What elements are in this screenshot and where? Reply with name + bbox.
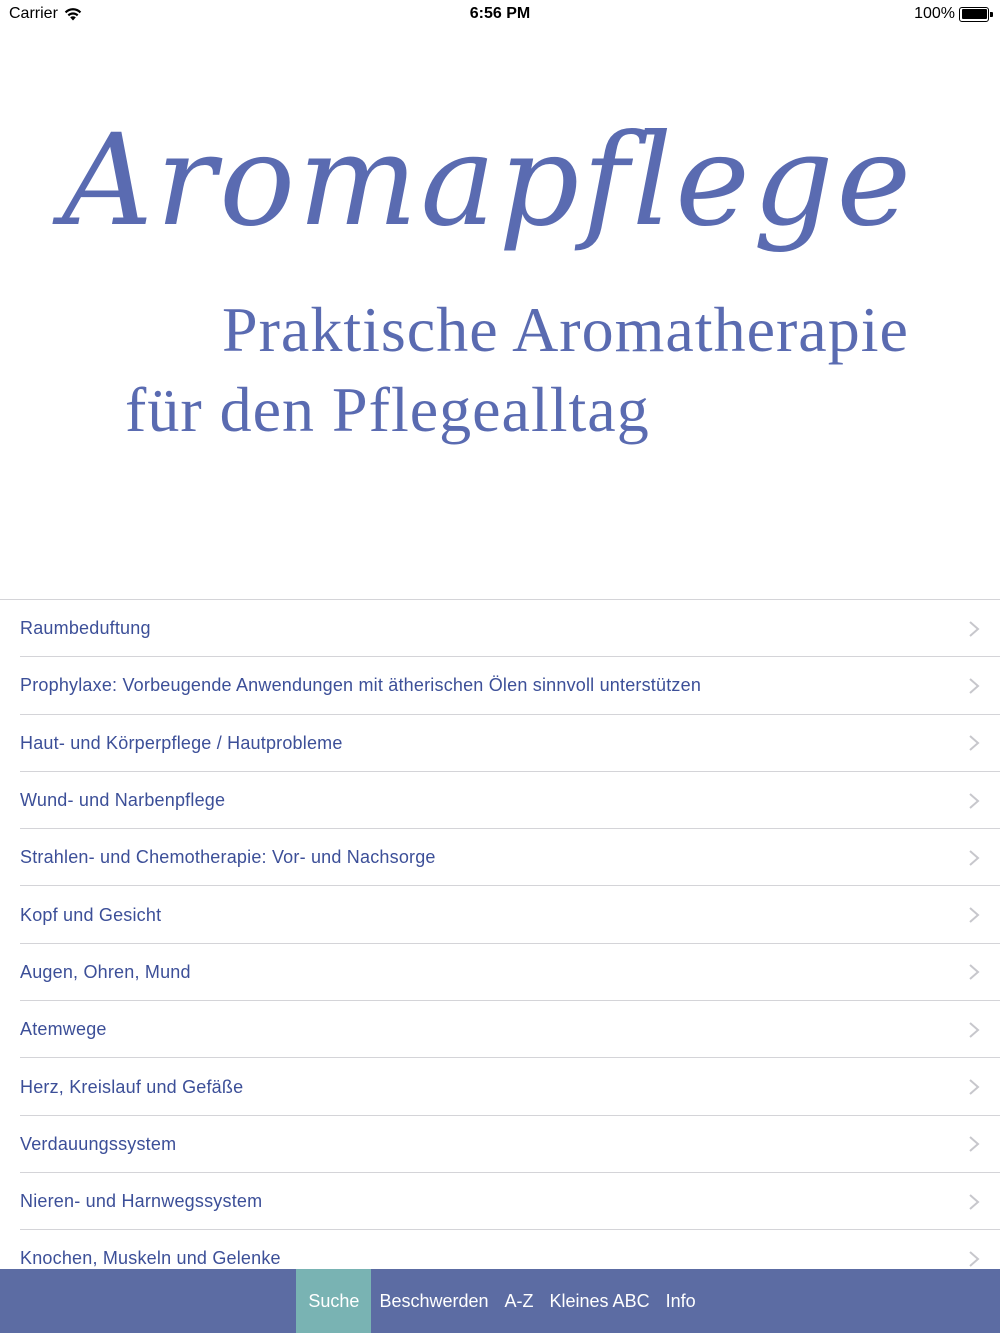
category-row-augen-ohren-mund[interactable]: [0, 944, 1000, 1001]
category-row-atemwege[interactable]: [0, 1001, 1000, 1058]
app-logo-title: Aromapflege: [62, 107, 915, 254]
battery-percent: 100%: [914, 5, 955, 22]
chevron-right-icon: [968, 1193, 980, 1211]
status-time: 6:56 PM: [469, 5, 531, 22]
tab-suche[interactable]: Suche: [296, 1269, 371, 1333]
app-logo-subtitle-line-1: Praktische Aromatherapie: [222, 294, 909, 365]
category-label: Kopf und Gesicht: [20, 904, 162, 925]
tab-info[interactable]: Info: [665, 1290, 696, 1311]
category-row-herz-kreislauf[interactable]: [0, 1058, 1000, 1115]
chevron-right-icon: [968, 906, 980, 924]
category-row-raumbeduftung[interactable]: [0, 600, 1000, 657]
chevron-right-icon: [968, 849, 980, 867]
chevron-right-icon: [968, 620, 980, 638]
battery-icon: [959, 7, 993, 22]
chevron-right-icon: [968, 792, 980, 810]
category-row-prophylaxe[interactable]: [0, 657, 1000, 714]
chevron-right-icon: [968, 1078, 980, 1096]
tab-beschwerden[interactable]: Beschwerden: [379, 1290, 489, 1311]
status-right: [914, 5, 993, 23]
category-row-wund-narbenpflege[interactable]: [0, 772, 1000, 829]
category-label: Prophylaxe: Vorbeugende Anwendungen mit ätherischen Ölen sinnvoll unterstützen: [20, 675, 702, 696]
category-label: Verdauungssystem: [20, 1133, 177, 1154]
category-row-kopf-gesicht[interactable]: [0, 886, 1000, 943]
carrier-label: Carrier: [9, 5, 58, 22]
category-list: [0, 599, 1000, 1269]
category-label: Nieren- und Harnwegssystem: [20, 1191, 263, 1212]
category-label: Herz, Kreislauf und Gefäße: [20, 1076, 244, 1097]
status-bar: [0, 0, 1000, 28]
category-row-haut-koerperpflege[interactable]: [0, 715, 1000, 772]
category-label: Wund- und Narbenpflege: [20, 790, 226, 811]
category-row-nieren-harnwege[interactable]: [0, 1173, 1000, 1230]
chevron-right-icon: [968, 1135, 980, 1153]
category-label: Strahlen- und Chemotherapie: Vor- und Nachsorge: [20, 847, 436, 868]
category-label: Knochen, Muskeln und Gelenke: [20, 1248, 281, 1269]
category-row-knochen-muskeln-gelenke[interactable]: [0, 1230, 1000, 1269]
category-label: Atemwege: [20, 1019, 107, 1040]
chevron-right-icon: [968, 1250, 980, 1268]
tab-kleines-abc[interactable]: Kleines ABC: [549, 1290, 650, 1311]
chevron-right-icon: [968, 1021, 980, 1039]
tab-a-z[interactable]: A-Z: [504, 1290, 534, 1311]
category-label: Raumbeduftung: [20, 618, 151, 639]
tab-bar: [0, 1269, 1000, 1333]
chevron-right-icon: [968, 963, 980, 981]
chevron-right-icon: [968, 734, 980, 752]
app-logo-subtitle-line-2: für den Pflegealltag: [125, 374, 650, 445]
category-row-strahlen-chemotherapie[interactable]: [0, 829, 1000, 886]
category-label: Haut- und Körperpflege / Hautprobleme: [20, 732, 343, 753]
category-row-verdauungssystem[interactable]: [0, 1116, 1000, 1173]
category-label: Augen, Ohren, Mund: [20, 961, 191, 982]
chevron-right-icon: [968, 677, 980, 695]
